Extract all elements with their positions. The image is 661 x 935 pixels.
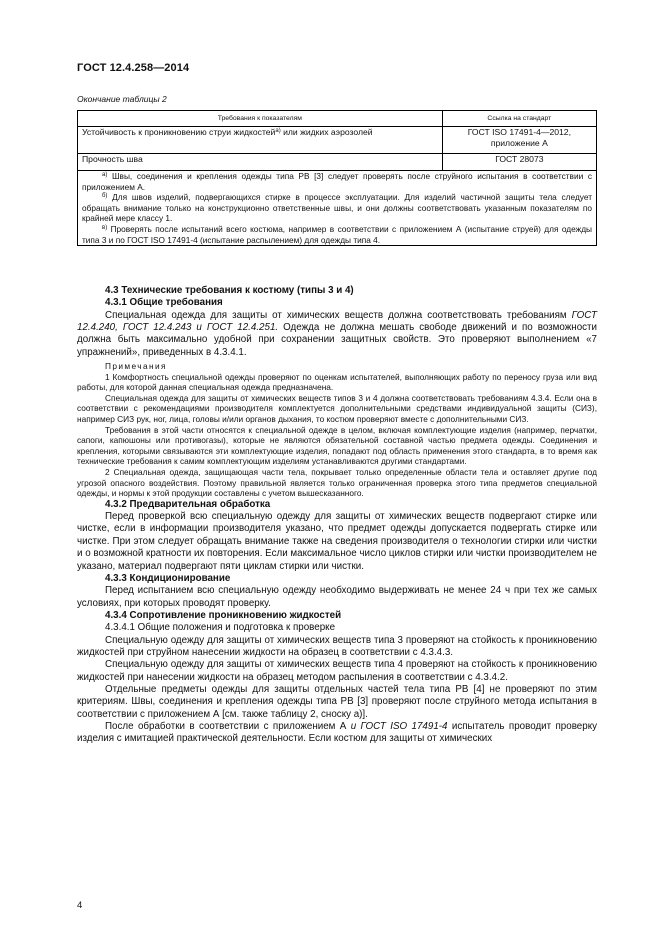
table-caption: Окончание таблицы 2 [77, 94, 167, 104]
footnote [82, 224, 592, 245]
paragraph-text: Одежда не должна мешать свободе движений и по возможности должна быть максимально удобной при сохранении защитных свойств. Это проверяют выполнением «7 упражнений», приведенных в 4.3.4.1. [77, 322, 597, 358]
paragraph: Перед проверкой всю специальную одежду для защиты от химических веществ подвергают стирке или чистке, если в информации производителя указано, что предмет одежды допускается подвергать стирке или чистке. При этом следует обращать внимание также на сведения производителя о технологии стирки или чистки и о возможной кратности их повторения. Если максимальное число циклов стирки или чистки производителем не указано, материал подвергают пяти циклам стирки или чистки. [77, 511, 597, 572]
subsection-heading: 4.3.1 Общие требования [105, 297, 223, 309]
standard-refs: и ГОСТ ISO 17491-4 [350, 720, 448, 732]
subsection-heading: 4.3.4 Сопротивление проникновению жидкостей [105, 609, 342, 621]
section-heading: 4.3 Технические требования к костюму (типы 3 и 4) [105, 285, 354, 296]
requirement-cell [78, 127, 443, 154]
document-header: ГОСТ 12.4.258—2014 [77, 62, 190, 74]
requirement-text-tail: или жидких аэрозолей [280, 127, 373, 137]
table-footnotes [78, 171, 597, 246]
footnote-text: Швы, соединения и крепления одежды типа РВ [3] следует проверять после струйного испытания в соответствии с приложением А. [82, 171, 592, 192]
paragraph: Специальную одежду для защиты от химических веществ типа 4 проверяют на стойкость к проникновению жидкостей при нанесении жидкости на образец методом распыления в соответствии с 4.3.4.2. [77, 659, 597, 683]
standard-refs: ГОСТ 12.4.240, ГОСТ 12.4.243 и ГОСТ 12.4.251. [77, 309, 597, 334]
requirements-table [77, 110, 597, 246]
paragraph-text: Специальная одежда для защиты от химических веществ должна соответствовать требованиям [105, 309, 572, 321]
subsection-heading: 4.3.3 Кондиционирование [105, 572, 231, 584]
reference-line: ГОСТ ISO 17491-4—2012, [467, 127, 571, 137]
table-row [78, 154, 597, 171]
table-notes-row [78, 171, 597, 246]
paragraph-text: После обработки в соответствии с приложением А [105, 720, 351, 732]
paragraph: Специальную одежду для защиты от химических веществ типа 3 проверяют на стойкость к проникновению жидкостей при струйном нанесении жидкости на образец в соответствии с 4.3.4.3. [77, 634, 597, 658]
paragraph: Отдельные предметы одежды для защиты отдельных частей тела типа РВ [4] не проверяют по этим критериям. Швы, соединения и крепления одежды типа РВ [3] проверяют после струйного метода испытания в соответствии с приложением А [см. также таблицу 2, сноску а)]. [77, 683, 597, 720]
footnote-text: Проверять после испытаний всего костюма, например в соответствии с приложением А (испытание струей) для одежды типа 3 и по ГОСТ ISO 17491-4 (испытание распылением) для одежды типа 4. [82, 223, 592, 245]
notes-title: Примечания [105, 361, 167, 372]
footnote-mark: в) [102, 224, 108, 231]
note-paragraph: Специальная одежда для защиты от химических веществ типов 3 и 4 должна соответствовать требованиям 4.3.4. Если она в соответствии с рекомендациями производителя комплектуется дополнительными средствами индивидуальной защиты (СИЗ), например СИЗ рук, ног, лица, головы и/или органов дыхания, то костюм проверяют вместе с дополнительными СИЗ. [77, 392, 597, 425]
table-header-row [78, 111, 597, 127]
footnote [82, 192, 592, 224]
footnote-mark: б) [102, 193, 108, 200]
footnote-mark: а) [102, 172, 108, 178]
footnote [82, 171, 592, 192]
note-paragraph: 2 Специальная одежда, защищающая части тела, покрывает только определенные области тела и оставляет другие под угрозой опасного воздействия. Поэтому правильной является только ограниченная проверка этого типа предметов специальной одежды, и нормы к этой продукции составлены с учетом вышесказанного. [77, 467, 597, 499]
reference-cell [442, 127, 596, 154]
paragraph: Перед испытанием всю специальную одежду необходимо выдерживать не менее 24 ч при тех же самых условиях, при которых проводят проверку. [77, 585, 597, 609]
reference-line: приложение А [490, 138, 548, 148]
requirement-text: Устойчивость к проникновению струи жидкостей [82, 127, 276, 137]
table-row [78, 127, 597, 154]
reference-cell: ГОСТ 28073 [442, 154, 596, 171]
requirement-cell: Прочность шва [78, 154, 443, 171]
column-header-requirements: Требования к показателям [78, 111, 443, 127]
page-number: 4 [77, 900, 83, 911]
footnote-mark: а) [275, 128, 281, 134]
paragraph-text: испытатель проводит проверку изделия с имитацией практической деятельности. Если костюм для защиты от химических [77, 720, 597, 745]
document-body [77, 285, 597, 746]
note-paragraph: 1 Комфортность специальной одежды проверяют по оценкам испытателей, выполняющих работу по переносу груза или вид работы, для которой данная специальная одежда предназначена. [77, 371, 597, 393]
subsection-heading: 4.3.2 Предварительная обработка [105, 498, 271, 510]
footnote-text: Для швов изделий, подвергающихся стирке в процессе эксплуатации. Для изделий частичной защиты тела следует обращать внимание только на конструкционно ответственные швы, и они должны соответствовать указанным показателям по крайней мере классу 1. [82, 192, 592, 224]
column-header-reference: Ссылка на стандарт [442, 111, 596, 127]
note-paragraph: Требования в этой части относятся к специальной одежде в целом, включая комплектующие изделия (например, перчатки, сапоги, капюшоны или противогазы), которые не являются обязательной составной частью предмета одежды. Соединения и крепления, которыми связываются эти комплектующие изделия, попадают под область применения этого стандарта, в то время как технические требования к самим комплектующим изделиям устанавливаются другими стандартами. [77, 424, 597, 467]
paragraph [77, 721, 597, 746]
notes-block [77, 361, 597, 499]
subsubsection-heading: 4.3.4.1 Общие положения и подготовка к проверке [105, 622, 336, 634]
paragraph [77, 310, 597, 359]
